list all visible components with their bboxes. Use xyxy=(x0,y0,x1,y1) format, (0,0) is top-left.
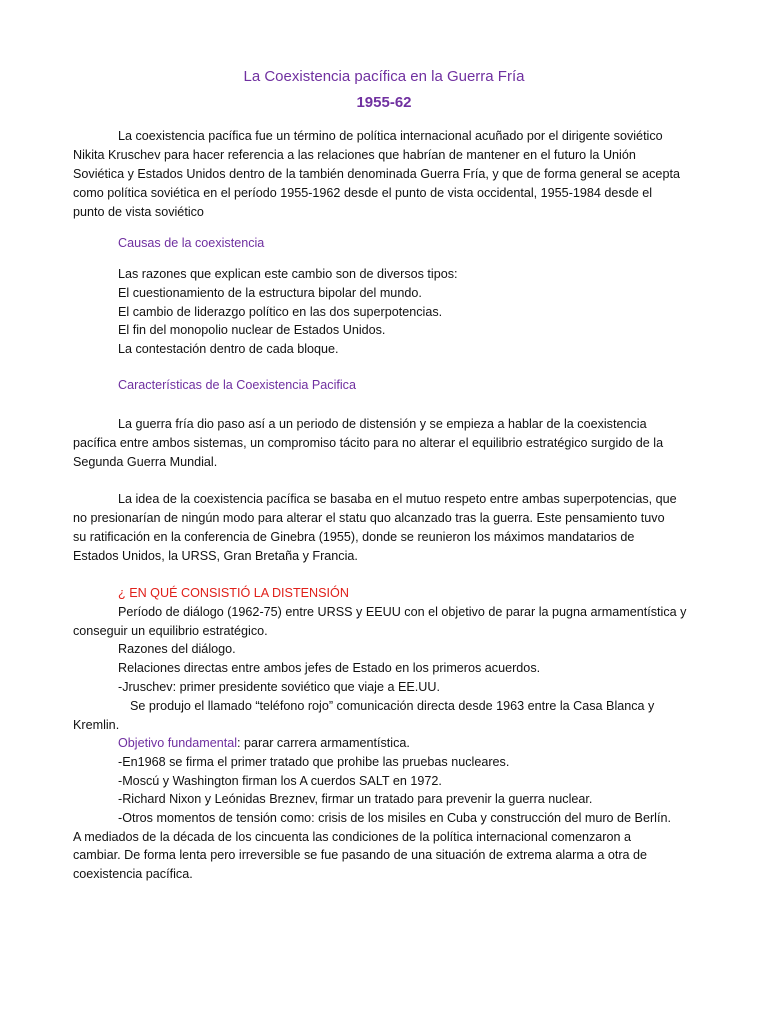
caracteristicas-line: La idea de la coexistencia pacífica se basaba en el mutuo respeto entre ambas superpotencias, que xyxy=(118,492,677,506)
causas-line: El cuestionamiento de la estructura bipolar del mundo. xyxy=(118,286,422,300)
distension-line: -Jruschev: primer presidente soviético que viaje a EE.UU. xyxy=(118,680,440,694)
intro-line: Nikita Kruschev para hacer referencia a las relaciones que habrían de mantener en el futuro la Unión xyxy=(73,148,636,162)
document-subtitle-years: 1955-62 xyxy=(356,94,412,111)
intro-line: punto de vista soviético xyxy=(73,205,204,219)
document-title: La Coexistencia pacífica en la Guerra Fría xyxy=(243,68,525,85)
distension-line: Kremlin. xyxy=(73,718,120,732)
caracteristicas-line: pacífica entre ambos sistemas, un compromiso tácito para no alterar el equilibrio estratégico surgido de la xyxy=(73,436,664,450)
caracteristicas-line: Segunda Guerra Mundial. xyxy=(73,455,218,469)
caracteristicas-line: La guerra fría dio paso así a un periodo de distensión y se empieza a hablar de la coexistencia xyxy=(118,417,647,431)
section-heading-caracteristicas: Características de la Coexistencia Pacifica xyxy=(118,378,356,392)
causas-line: El cambio de liderazgo político en las dos superpotencias. xyxy=(118,305,443,319)
causas-line: Las razones que explican este cambio son de diversos tipos: xyxy=(118,267,458,281)
distension-line: conseguir un equilibrio estratégico. xyxy=(73,624,268,638)
distension-line: Se produjo el llamado “teléfono rojo” comunicación directa desde 1963 entre la Casa Blanca y xyxy=(130,699,655,713)
distension-line: -En1968 se firma el primer tratado que prohibe las pruebas nucleares. xyxy=(118,755,510,769)
caracteristicas-line: su ratificación en la conferencia de Ginebra (1955), donde se reunieron los máximos mandatarios de xyxy=(73,530,635,544)
causas-line: La contestación dentro de cada bloque. xyxy=(118,342,339,356)
distension-line: Razones del diálogo. xyxy=(118,642,236,656)
closing-line: coexistencia pacífica. xyxy=(73,867,193,881)
distension-line: -Moscú y Washington firman los A cuerdos SALT en 1972. xyxy=(118,774,442,788)
closing-line: cambiar. De forma lenta pero irreversible se fue pasando de una situación de extrema alarma a otra de xyxy=(73,848,648,862)
distension-line: Período de diálogo (1962-75) entre URSS y EEUU con el objetivo de parar la pugna armamentística y xyxy=(118,605,687,619)
section-heading-distension: ¿ EN QUÉ CONSISTIÓ LA DISTENSIÓN xyxy=(118,586,349,600)
intro-line: como política soviética en el período 1955-1962 desde el punto de vista occidental, 1955-1984 desde el xyxy=(73,186,653,200)
section-heading-causas: Causas de la coexistencia xyxy=(118,236,265,250)
caracteristicas-line: no presionarían de ningún modo para alterar el statu quo alcanzado tras la guerra. Este pensamiento tuvo xyxy=(73,511,665,525)
objetivo-text: : parar carrera armamentística. xyxy=(237,736,410,750)
distension-line: -Richard Nixon y Leónidas Breznev, firmar un tratado para prevenir la guerra nuclear. xyxy=(118,792,593,806)
intro-line: La coexistencia pacífica fue un término de política internacional acuñado por el dirigente soviético xyxy=(118,129,663,143)
objetivo-label: Objetivo fundamental xyxy=(118,736,238,750)
intro-line: Soviética y Estados Unidos dentro de la también denominada Guerra Fría, y que de forma general se acepta xyxy=(73,167,680,181)
closing-line: A mediados de la década de los cincuenta las condiciones de la política internacional comenzaron a xyxy=(73,830,631,844)
caracteristicas-line: Estados Unidos, la URSS, Gran Bretaña y Francia. xyxy=(73,549,358,563)
causas-line: El fin del monopolio nuclear de Estados Unidos. xyxy=(118,323,386,337)
distension-line: Relaciones directas entre ambos jefes de Estado en los primeros acuerdos. xyxy=(118,661,541,675)
distension-line: -Otros momentos de tensión como: crisis de los misiles en Cuba y construcción del muro de Berlín. xyxy=(118,811,671,825)
objetivo-line xyxy=(118,734,410,752)
